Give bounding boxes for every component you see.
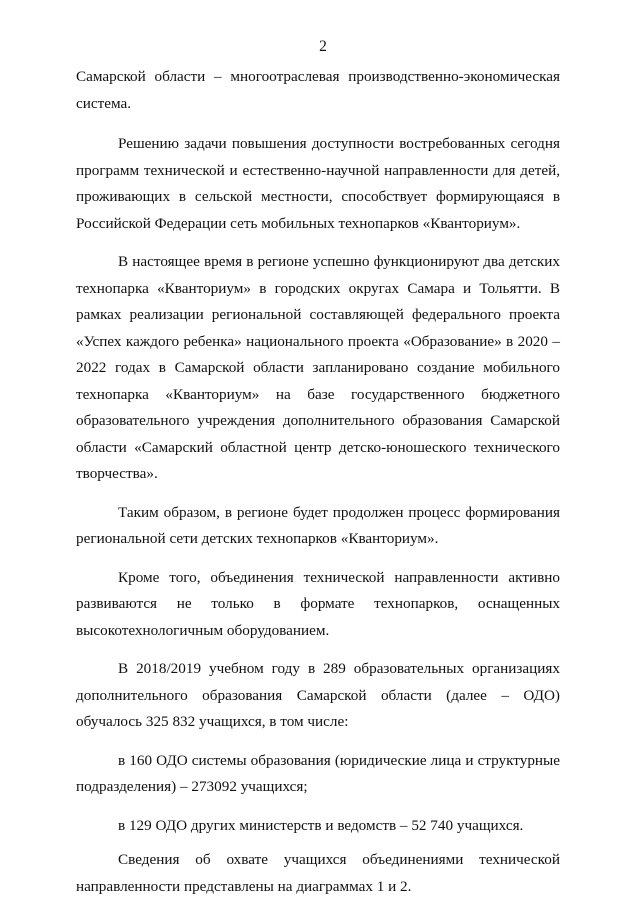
paragraph-5: Кроме того, объединения технической направленности активно развиваются не только в формате технопарков, оснащенных высокотехнологичным оборудованием. bbox=[76, 568, 560, 639]
page-number: 2 bbox=[319, 38, 327, 55]
paragraph-6: В 2018/2019 учебном году в 289 образовательных организациях дополнительного образования Самарской области (далее – ОДО) обучалось 325 832 учащихся, в том числе: bbox=[76, 660, 560, 730]
paragraph-8: в 129 ОДО других министерств и ведомств – 52 740 учащихся. bbox=[118, 816, 524, 834]
paragraph-7: в 160 ОДО системы образования (юридические лица и структурные подразделения) – 273092 учащихся; bbox=[76, 751, 560, 795]
paragraph-4: Таким образом, в регионе будет продолжен процесс формирования региональной сети детских технопарков «Кванториум». bbox=[76, 503, 560, 547]
paragraph-3: В настоящее время в регионе успешно функционируют два детских технопарка «Кванториум» в городских округах Самара и Тольятти. В рамках реализации региональной составляющей федерального проекта «Успех каждого ребенка» национального проекта «Образование» в 2020 – 2022 годах в Самарской области запланировано создание мобильного технопарка «Кванториум» на базе государственного бюджетного образовательного учреждения дополнительного образования Самарской области «Самарский областной центр детско-юношеского технического творчества». bbox=[76, 253, 560, 482]
paragraph-9: Сведения об охвате учащихся объединениями технической направленности представлены на диаграммах 1 и 2. bbox=[76, 851, 560, 895]
paragraph-1: Самарской области – многоотраслевая производственно-экономическая система. bbox=[76, 68, 560, 112]
paragraph-2: Решению задачи повышения доступности востребованных сегодня программ технической и естественно-научной направленности для детей, проживающих в сельской местности, способствует формирующаяся в Российской Федерации сеть мобильных технопарков «Кванториум». bbox=[76, 135, 560, 232]
